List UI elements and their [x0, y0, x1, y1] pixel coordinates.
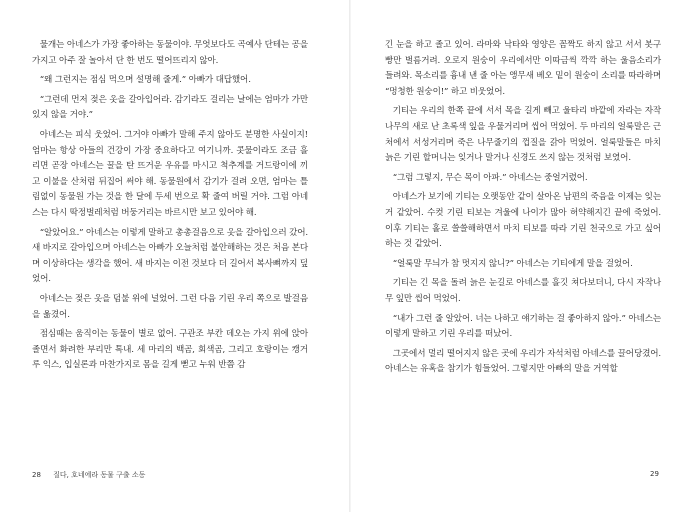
book-gutter	[349, 0, 351, 512]
right-footer	[650, 470, 659, 478]
left-footer	[32, 470, 145, 480]
right-paragraph-8: 그곳에서 멀리 떨어지지 않은 곳에 우리가 자석처럼 아네스를 끌어당겼어. 아네스는 유혹을 참기가 힘들었어. 그렇지만 아빠의 말을 거역할	[385, 348, 661, 375]
left-paragraph-1: 물개는 아네스가 가장 좋아하는 동물이야. 무엇보다도 곡예사 단테는 공을 가지고 아주 잘 놀아서 단 한 번도 떨어뜨리지 않아.	[32, 40, 308, 66]
right-paragraph-1: 긴 눈을 하고 졸고 있어. 라마와 낙타와 영양은 꼼짝도 하지 않고 서서 봇구빵만 벌름거려. 오로지 원숭이 우리에서만 이따금씩 깍깍 하는 울음소리가 들려와. 목소리를 흉내 낸 줄 아는 앵무새 베오 밑이 원숭이 소리를 따라하며 “멍청한 원숭이!” 하고 비웃었어.	[385, 40, 661, 97]
right-paragraph-2: 기티는 우리의 한쪽 끝에 서서 목을 길게 빼고 울타리 바깥에 자라는 자작나무의 새로 난 초록색 잎을 우물거리며 씹어 먹었어. 두 마리의 얼룩말은 근처에서 서성거리며 죽은 나무줄기의 껍질을 갉아 먹었어. 얼룩말들은 마치 늙은 기린 할머니는 잊거나 말거나 신경도 쓰지 않는 것처럼 보였어.	[385, 106, 661, 164]
left-paragraph-3: “그런데 먼저 젖은 옷을 갈아입어라. 감기라도 걸리는 날에는 엄마가 가만있지 않을 거야.”	[32, 94, 308, 121]
left-page	[32, 38, 308, 378]
left-paragraph-7: 점심때는 움직이는 동물이 별로 없어. 구관조 부칸 데오는 가지 위에 앉아 졸면서 화려한 부리만 톡내. 세 마리의 백곰, 회색곰, 그리고 호랑이는 캥거루 익스, 입실론과 마찬가지로 몸을 길게 뻗고 누워 반쯤 감	[32, 329, 308, 371]
left-page-number: 28	[32, 471, 41, 479]
right-paragraph-7: “내가 그런 줄 알았어. 너는 나하고 얘기하는 걸 좋아하지 않아.” 아네스는 이렇게 말하고 기린 우리를 떠났어.	[385, 313, 661, 340]
right-paragraph-4: 아네스가 보기에 기티는 오랫동안 같이 살아온 남편의 죽음을 이제는 잊는 거 같았어. 수컷 기린 티보는 겨울에 나이가 많아 허약해지긴 끝에 죽었어. 이후 기티는 홀로 쓸쓸해하면서 마치 티보를 따라 기린 천국으로 가고 싶어 하는 것 같았어.	[385, 192, 661, 250]
left-paragraph-4: 아네스는 피식 웃었어. 그거야 아빠가 말해 주지 않아도 분명한 사실이지! 엄마는 항상 아들의 건강이 가장 중요하다고 여기니까. 콧물이라도 조금 흘리면 곧장 아네스는 꿀을 탄 뜨거운 우유를 마시고 척추계를 거드랑이에 끼고 이불을 산처럼 뒤집어 써야 해. 동물원에서 감기가 걸려 오면, 엄마는 틀림없이 동물원 가는 것을 한 달에 두세 번으로 확 줄여 버릴 거야. 그럼 아네스는 다시 딱정벌레처럼 버둥거리는 바르시만 보고 있어야 해.	[32, 129, 308, 218]
left-paragraph-5: “알았어요.” 아네스는 이렇게 말하고 총총걸음으로 옷을 갈아입으러 갔어. 새 바지로 갈아입으며 아네스는 아빠가 오늘처럼 불안해하는 것은 처음 본다며 이상하다는 생각을 했어. 새 바지는 이전 것보다 더 길어서 복사뼈까지 덮었어.	[32, 227, 308, 285]
right-page	[385, 38, 661, 382]
running-title: 질다, 호네에라 동물 구출 소동	[53, 471, 146, 479]
left-paragraph-6: 아네스는 젖은 옷을 덤불 위에 널었어. 그런 다음 기린 우리 쪽으로 발걸음을 옮겼어.	[32, 293, 308, 320]
right-paragraph-6: 기티는 긴 목을 돌려 늙은 눈길로 아네스를 흘깃 쳐다보더니, 다시 자작나무 잎만 씹어 먹었어.	[385, 278, 661, 304]
right-paragraph-3: “그럼 그렇지, 무슨 목이 아파.” 아네스는 중얼거렸어.	[392, 172, 588, 183]
right-page-number: 29	[650, 470, 659, 478]
left-paragraph-2: “왜 그런지는 점심 먹으며 설명해 줄게.” 아빠가 대답했어.	[39, 75, 251, 86]
right-paragraph-5: “얼룩말 무늬가 참 멋지지 않니?” 아네스는 기티에게 말을 걸었어.	[392, 258, 633, 269]
